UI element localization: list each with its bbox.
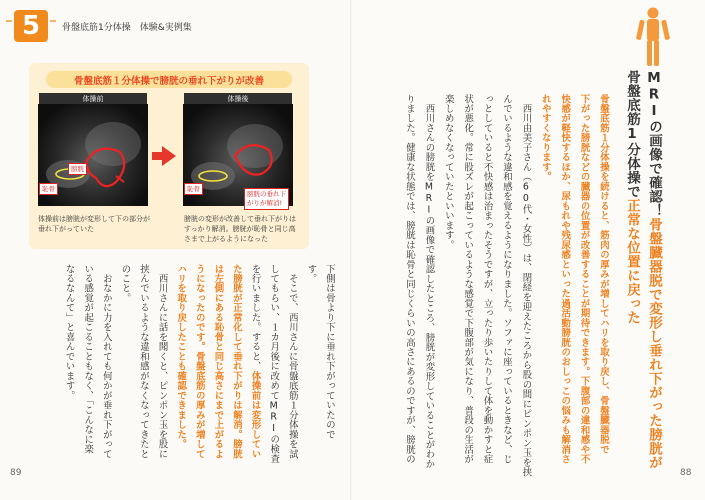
tag-resolved-line2: がりが解消! bbox=[247, 199, 283, 207]
right-text-column bbox=[538, 94, 552, 182]
right-text-column bbox=[557, 94, 571, 464]
left-text-column bbox=[155, 264, 169, 459]
left-text-column bbox=[322, 264, 336, 439]
figure-title: 骨盤底筋１分体操で膀胱の垂れ下がりが改善 bbox=[46, 71, 292, 88]
right-text-column bbox=[480, 94, 494, 464]
human-body-illustration-icon bbox=[636, 6, 670, 68]
left-text-column bbox=[99, 264, 113, 459]
caption-after-line2: すっかり解消。膀胱が恥骨と同じ高 bbox=[184, 225, 296, 233]
heading-line2-text: 骨盤底筋1分体操で bbox=[624, 70, 640, 199]
tag-bladder-before: 膀胱 bbox=[68, 163, 87, 175]
caption-before bbox=[38, 214, 150, 234]
right-text-segment: りました。健康な状態では、膀胱は恥骨と同じくらいの高さにあるのですが、膀胱の bbox=[404, 94, 415, 465]
right-text-segment: 状が悪化。常に股ズレが起こっているような感覚で下腹部が気になり、普段の生活が bbox=[462, 94, 474, 465]
right-text-column bbox=[577, 94, 591, 464]
left-text-column bbox=[266, 264, 280, 464]
right-text-segment: 西川由美子さん（60代・女性）は、閉経を迎えたころから股の間にピンポン玉を挟 bbox=[520, 94, 532, 478]
heading-line2-highlight: 正常な位置に戻った bbox=[624, 198, 640, 325]
right-text-column bbox=[402, 94, 416, 464]
left-text-segment: 体操前は変形してい bbox=[249, 371, 261, 459]
right-text-column bbox=[441, 94, 455, 250]
left-text-segment: 下側は骨より下に垂れ下がっていたので bbox=[324, 264, 335, 440]
right-text-segment: 快感が軽快するほか、尿もれや残尿感といった過活動膀胱のおしっこの悩みも解消さ bbox=[559, 94, 571, 465]
tag-resolved bbox=[244, 188, 289, 210]
right-text-segment: 骨盤底筋１分体操を続けると、筋肉の厚みが増してハリを取り戻し、骨盤臓器脱で bbox=[598, 94, 609, 455]
right-text-column bbox=[421, 94, 435, 469]
left-text-column bbox=[117, 264, 131, 303]
page-number-left: 89 bbox=[10, 468, 22, 478]
heading-line1-text: MRIの画像で確認！ bbox=[646, 70, 662, 218]
left-text-segment: 西川さんに話を聞くと、ピンポン玉を股に bbox=[156, 264, 168, 459]
left-text-column bbox=[229, 264, 243, 459]
left-text-segment: うになったのです。骨盤底筋の厚みが増して bbox=[193, 264, 205, 459]
chapter-number: 5 bbox=[21, 11, 41, 41]
left-text-column bbox=[80, 264, 94, 454]
right-text-segment: んでいるような違和感を覚えるようになりました。ソファに座っているときなど、じ bbox=[501, 94, 512, 465]
tag-pubic-after: 恥骨 bbox=[184, 183, 203, 195]
caption-before-line2: 垂れ下がっていた bbox=[38, 225, 94, 233]
left-text-segment: そこで、西川さんに骨盤底筋１分体操を試 bbox=[286, 264, 298, 459]
chapter-title: 骨盤底筋1分体操 体験&実例集 bbox=[62, 23, 192, 33]
left-text-column bbox=[210, 264, 224, 459]
right-text-segment: っとしていると不快感は治まったそうですが、立ったり歩いたりして体を動かすと症 bbox=[481, 94, 493, 465]
left-text-segment: ハリを取り戻したことも確認できました。 bbox=[175, 264, 187, 450]
right-text-segment: れやすくなります。 bbox=[539, 94, 551, 182]
left-text-segment: 挟んでいるような違和感がなくなってきたと bbox=[138, 264, 149, 459]
right-page bbox=[352, 0, 705, 500]
left-text-column bbox=[62, 264, 76, 400]
left-text-segment: おなかに力を入れても何かが垂れ下がって bbox=[100, 264, 112, 459]
chapter-decoration-left bbox=[6, 20, 12, 22]
right-text-column bbox=[596, 94, 610, 454]
chapter-decoration-right bbox=[50, 20, 56, 22]
left-text-column bbox=[192, 264, 206, 459]
chapter-badge bbox=[14, 10, 48, 42]
right-arrow-icon bbox=[162, 146, 176, 166]
left-text-segment: のこと。 bbox=[119, 264, 131, 303]
left-text-column bbox=[173, 264, 187, 449]
heading-line1-highlight: 骨盤臓器脱で変形し垂れ下がった膀胱が bbox=[646, 217, 662, 470]
right-text-column bbox=[518, 94, 532, 477]
left-text-column bbox=[285, 264, 299, 459]
left-text-column bbox=[248, 264, 262, 459]
heading-line1 bbox=[644, 70, 664, 470]
left-text-segment: を行いました。すると、 bbox=[249, 264, 261, 372]
before-label: 体操前 bbox=[39, 93, 147, 104]
caption-after bbox=[184, 214, 296, 244]
page-number-right: 88 bbox=[680, 468, 692, 478]
left-text-segment: してもらい、１カ月後に改めてMRIの検査 bbox=[268, 264, 280, 464]
right-text-segment: 下がった膀胱などの臓器の位置が改善することが期待できます。下腹部の違和感や不 bbox=[578, 94, 590, 465]
left-text-segment: た膀胱が正常化して垂れ下がりは解消。膀胱 bbox=[231, 264, 242, 459]
caption-after-line1: 膀胱の変形が改善して垂れ下がりは bbox=[184, 215, 296, 223]
left-page bbox=[0, 0, 352, 500]
right-text-segment: 楽しめなくなっていたといいます。 bbox=[442, 94, 454, 250]
right-text-column bbox=[499, 94, 513, 464]
left-text-column bbox=[136, 264, 150, 459]
after-label: 体操後 bbox=[184, 93, 292, 104]
tag-resolved-line1: 膀胱の垂れ下 bbox=[247, 190, 286, 198]
left-text-segment: す。 bbox=[305, 264, 317, 284]
tag-pubic-before: 恥骨 bbox=[39, 183, 58, 195]
right-text-segment: 西川さんの膀胱をMRIの画像で確認したところ、膀胱が変形していることがわか bbox=[423, 94, 435, 469]
caption-before-line1: 体操前は膀胱が変形して下の部分が bbox=[38, 215, 150, 223]
right-text-column bbox=[460, 94, 474, 464]
heading-line2 bbox=[622, 70, 642, 325]
left-text-column bbox=[303, 264, 317, 283]
left-text-segment: いる感覚が起こることもなく、「こんなに楽 bbox=[82, 264, 94, 455]
caption-after-line3: さまで上がるようになった bbox=[184, 235, 268, 243]
left-text-segment: は左側にある恥骨と同じ高さにまで上がるよ bbox=[212, 264, 224, 459]
left-text-segment: なるなんて」と喜んでいます。 bbox=[63, 264, 75, 401]
